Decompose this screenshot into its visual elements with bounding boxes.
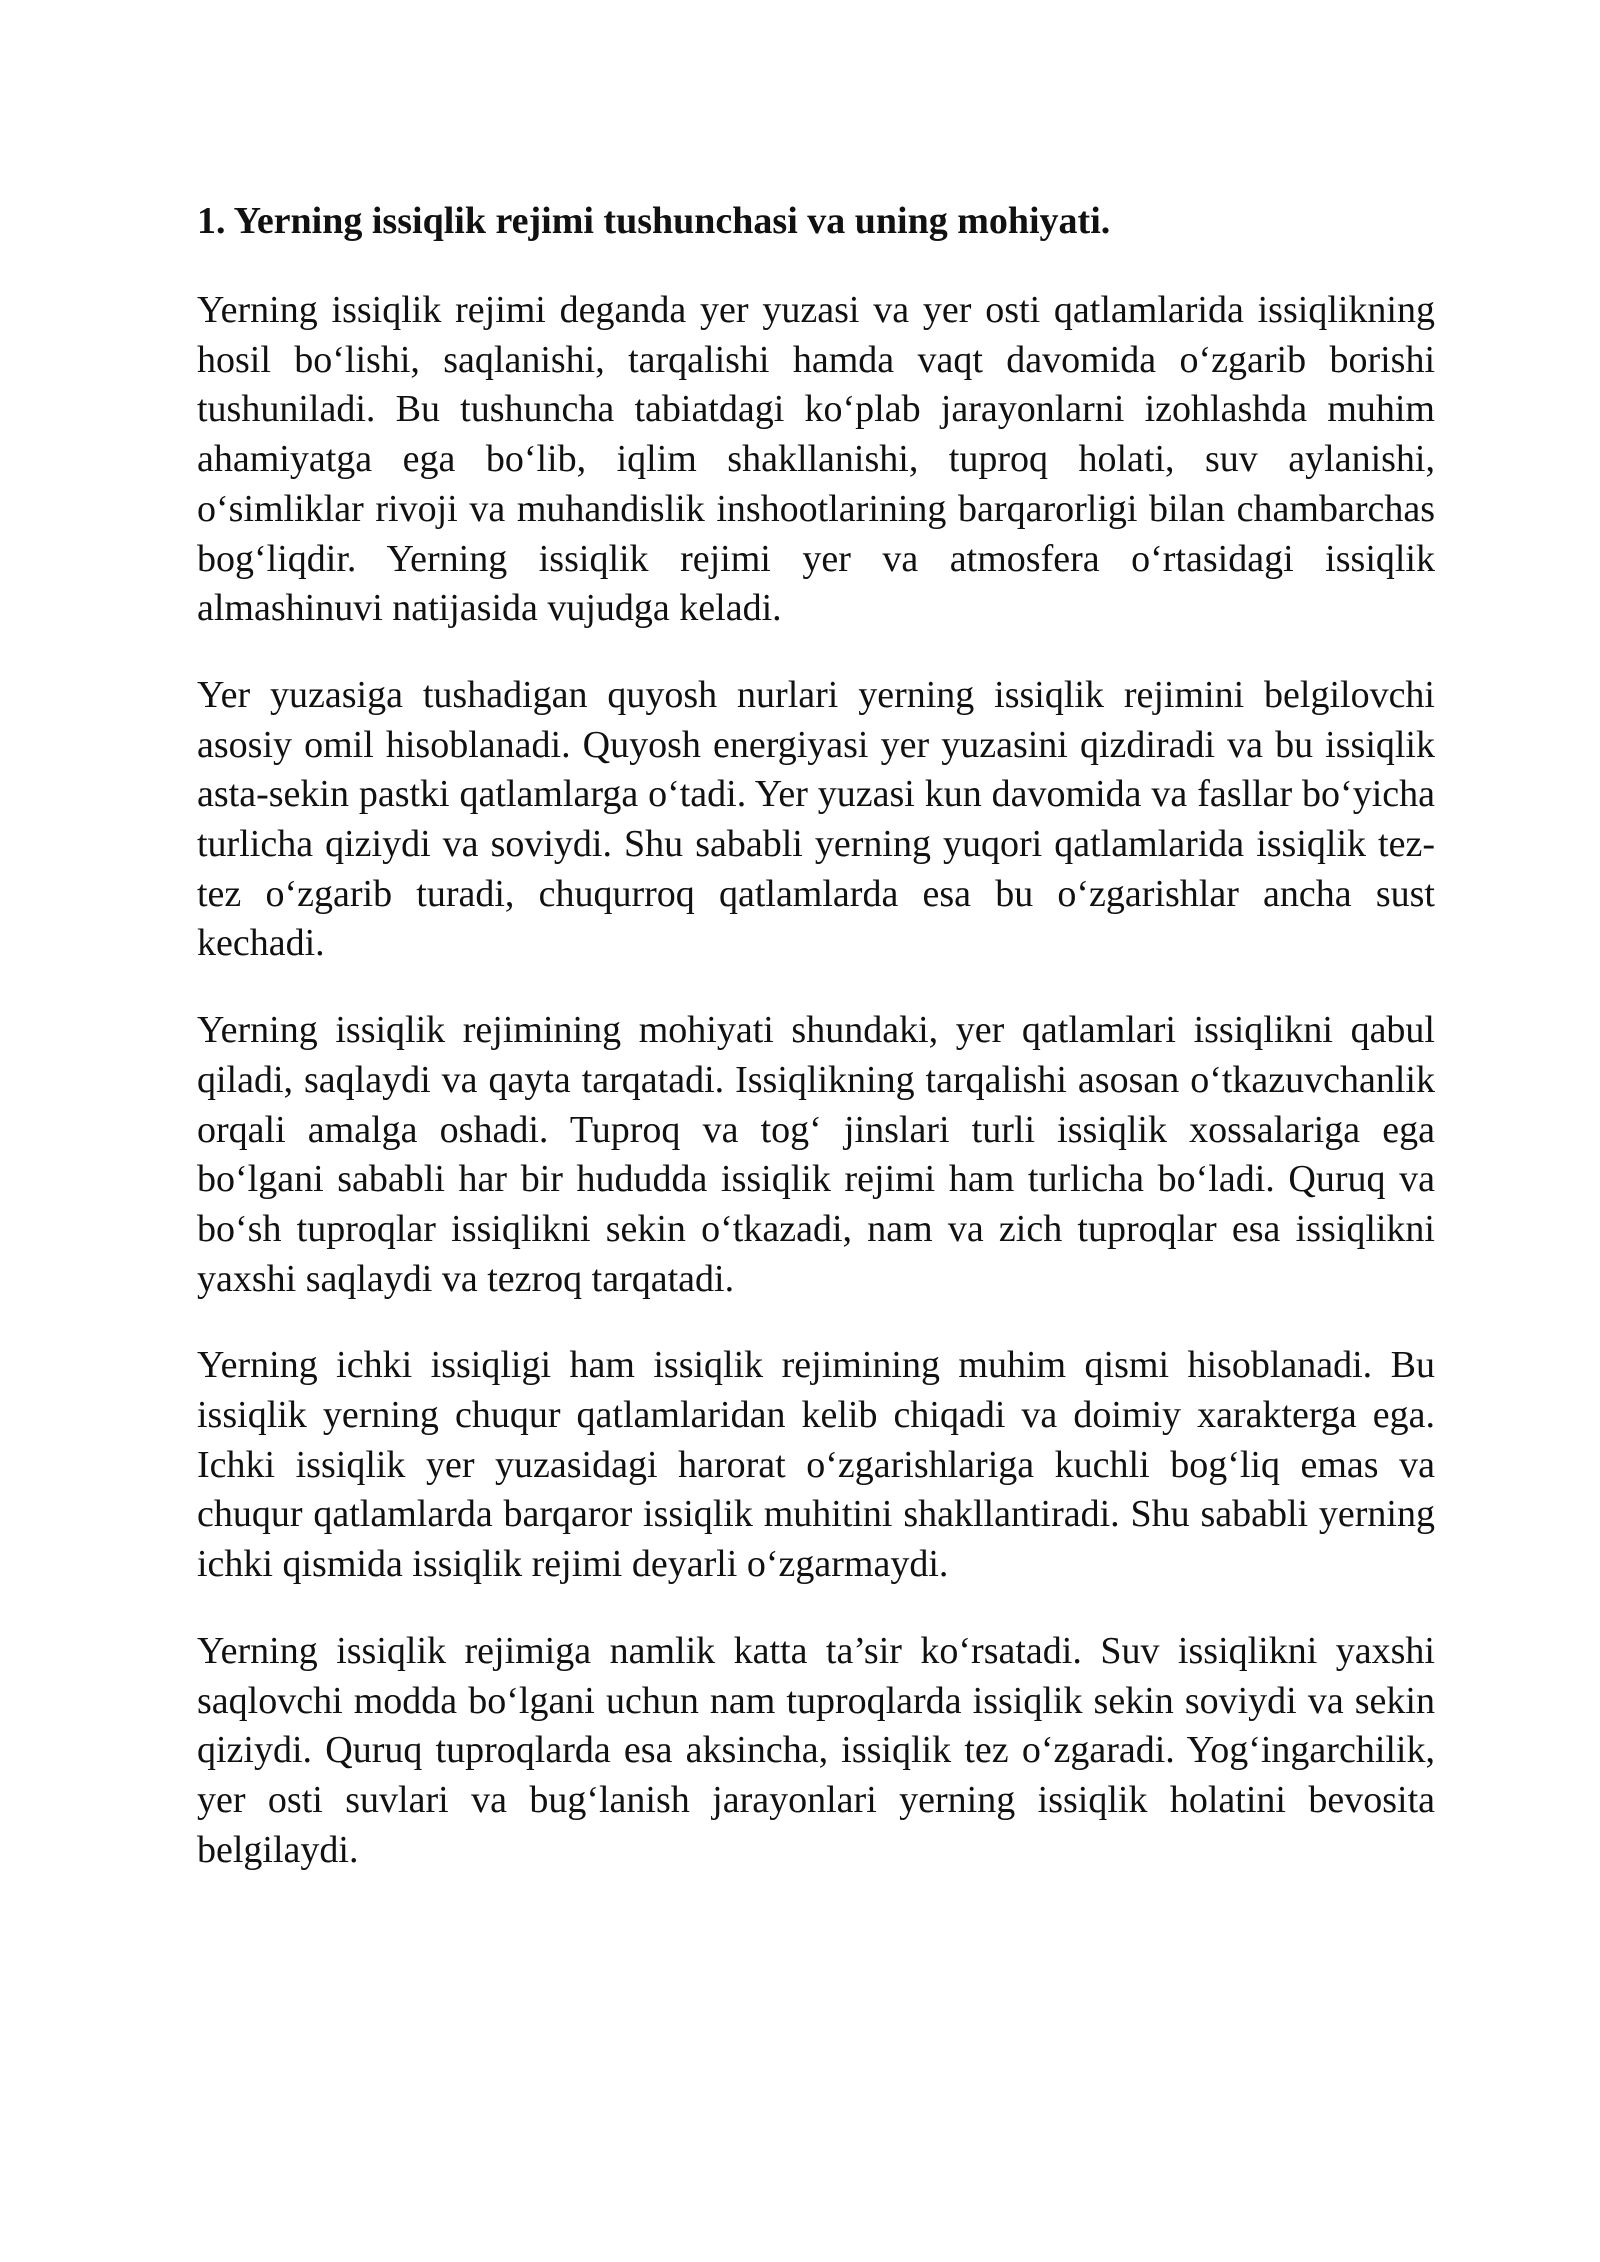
document-page xyxy=(197,196,1435,1912)
section-heading: 1. Yerning issiqlik rejimi tushunchasi va uning mohiyati. xyxy=(197,200,1111,242)
paragraph: Yerning issiqlik rejimi deganda yer yuzasi va yer osti qatlamlarida issiqlikning hosil bo‘lishi, saqlanishi, tarqalishi hamda vaqt davomida o‘zgarib borishi tushuniladi. Bu tushuncha tabiatdagi ko‘plab jarayonlarni izohlashda muhim ahamiyatga ega bo‘lib, iqlim shakllanishi, tuproq holati, suv aylanishi, o‘simliklar rivoji va muhandislik inshootlarining barqarorligi bilan chambarchas bog‘liqdir. Yerning issiqlik rejimi yer va atmosfera o‘rtasidagi issiqlik almashinuvi natijasida vujudga keladi. xyxy=(197,289,1435,630)
paragraph: Yerning issiqlik rejimining mohiyati shundaki, yer qatlamlari issiqlikni qabul qiladi, saqlaydi va qayta tarqatadi. Issiqlikning tarqalishi asosan o‘tkazuvchanlik orqali amalga oshadi. Tuproq va tog‘ jinslari turli issiqlik xossalariga ega bo‘lgani sababli har bir hududda issiqlik rejimi ham turlicha bo‘ladi. Quruq va bo‘sh tuproqlar issiqlikni sekin o‘tkazadi, nam va zich tuproqlar esa issiqlikni yaxshi saqlaydi va tezroq tarqatadi. xyxy=(197,1009,1435,1300)
paragraph: Yer yuzasiga tushadigan quyosh nurlari yerning issiqlik rejimini belgilovchi asosiy omil hisoblanadi. Quyosh energiyasi yer yuzasini qizdiradi va bu issiqlik asta-sekin pastki qatlamlarga o‘tadi. Yer yuzasi kun davomida va fasllar bo‘yicha turlicha qiziydi va soviydi. Shu sababli yerning yuqori qatlamlarida issiqlik tez-tez o‘zgarib turadi, chuqurroq qatlamlarda esa bu o‘zgarishlar ancha sust kechadi. xyxy=(197,673,1435,965)
paragraph: Yerning issiqlik rejimiga namlik katta ta’sir ko‘rsatadi. Suv issiqlikni yaxshi saqlovchi modda bo‘lgani uchun nam tuproqlarda issiqlik sekin soviydi va sekin qiziydi. Quruq tuproqlarda esa aksincha, issiqlik tez o‘zgaradi. Yog‘ingarchilik, yer osti suvlari va bug‘lanish jarayonlari yerning issiqlik holatini bevosita belgilaydi. xyxy=(197,1629,1435,1871)
paragraph: Yerning ichki issiqligi ham issiqlik rejimining muhim qismi hisoblanadi. Bu issiqlik yerning chuqur qatlamlaridan kelib chiqadi va doimiy xarakterga ega. Ichki issiqlik yer yuzasidagi harorat o‘zgarishlariga kuchli bog‘liq emas va chuqur qatlamlarda barqaror issiqlik muhitini shakllantiradi. Shu sababli yerning ichki qismida issiqlik rejimi deyarli o‘zgarmaydi. xyxy=(197,1344,1435,1586)
